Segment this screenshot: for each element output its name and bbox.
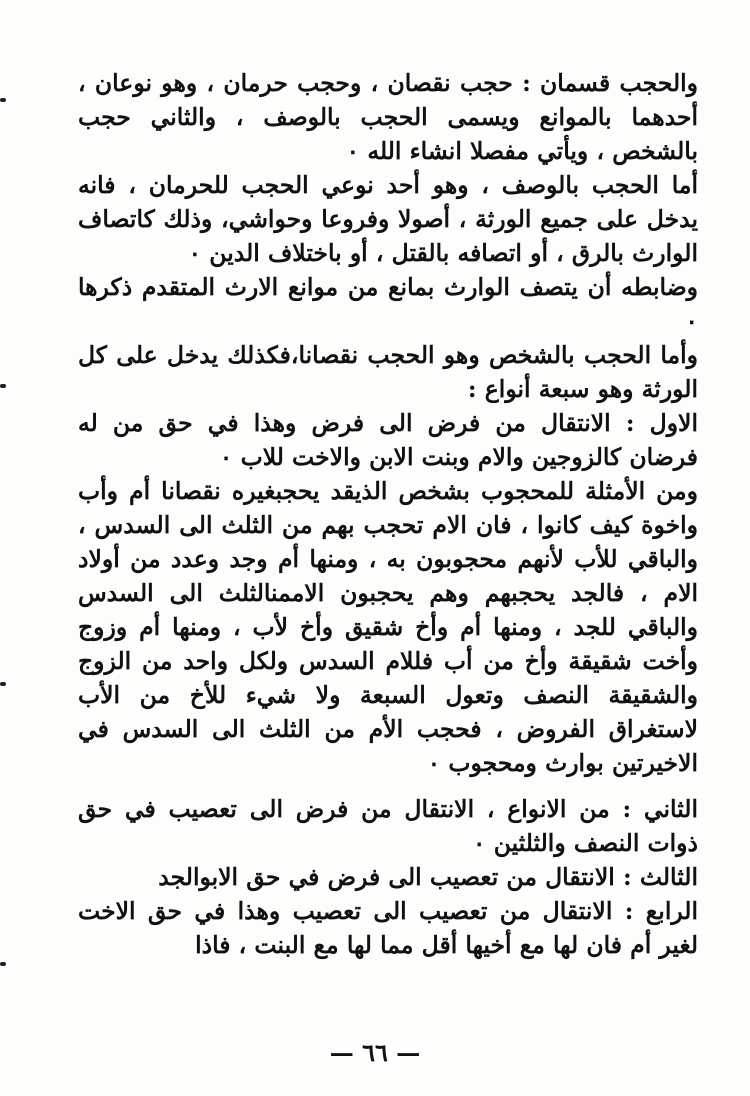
body-text — [78, 66, 698, 962]
margin-mark — [0, 682, 6, 686]
paragraph-third-type: الثالث : الانتقال من تعصيب الى فرض في حق الابوالجد — [158, 863, 698, 891]
paragraph-hajb-by-description: أما الحجب بالوصف ، وهو أحد نوعي الحجب للحرمان ، فانه يدخل على جميع الورثة ، أصولا وفروعا وحواشي، وذلك كاتصاف الوارث بالرق ، أو اتصافه بالقتل ، أو باختلاف الدين ٠ — [78, 171, 698, 267]
margin-mark — [0, 98, 6, 102]
paragraph-examples: ومن الأمثلة للمحجوب بشخص الذيقد يحجبغيره نقصانا أم وأب واخوة كيف كانوا ، فان الام تحجب بهم من الثلث الى السدس ، والباقي للأب لأنهم محجوبون به ، ومنها أم وجد وعدد من أولاد الام ، فالجد يحجبهم وهم يحجبون الاممنالثلث الى السدس والباقي للجد ، ومنها أم وأخ شقيق وأخ لأب ، ومنها أم وزوج وأخت شقيقة وأخ من أب فللام السدس ولكل واحد من الزوج والشقيقة النصف وتعول السبعة ولا شيء للأخ من الأب لاستغراق الفروض ، فحجب الأم من الثلث الى السدس في الاخيرتين بوارث ومحجوب ٠ — [78, 477, 698, 777]
paragraph-second-type: الثاني : من الانواع ، الانتقال من فرض الى تعصيب في حق ذوات النصف والثلثين ٠ — [78, 795, 698, 857]
paragraph-rule: وضابطه أن يتصف الوارث بمانع من موانع الارث المتقدم ذكرها ٠ — [78, 273, 698, 335]
margin-mark — [0, 384, 6, 388]
paragraph-hajb-types: والحجب قسمان : حجب نقصان ، وحجب حرمان ، وهو نوعان ، أحدهما بالموانع ويسمى الحجب بالوصف ، والثاني حجب بالشخص ، ويأتي مفصلا انشاء الله ٠ — [78, 69, 698, 165]
paragraph-hajb-by-person: وأما الحجب بالشخص وهو الحجب نقصانا،فكذلك يدخل على كل الورثة وهو سبعة أنواع : — [78, 341, 698, 403]
paragraph-fourth-type: الرابع : الانتقال من تعصيب الى تعصيب وهذا في حق الاخت لغير أم فان لها مع أخيها أقل مما لها مع البنت ، فاذا — [78, 897, 698, 959]
margin-mark — [0, 962, 6, 966]
page-number: — ٦٦ — — [329, 1038, 421, 1067]
paragraph-first-type: الاول : الانتقال من فرض الى فرض وهذا في حق من له فرضان كالزوجين والام وبنت الابن والاخت للاب ٠ — [78, 409, 698, 471]
paragraph-gap — [78, 780, 698, 792]
